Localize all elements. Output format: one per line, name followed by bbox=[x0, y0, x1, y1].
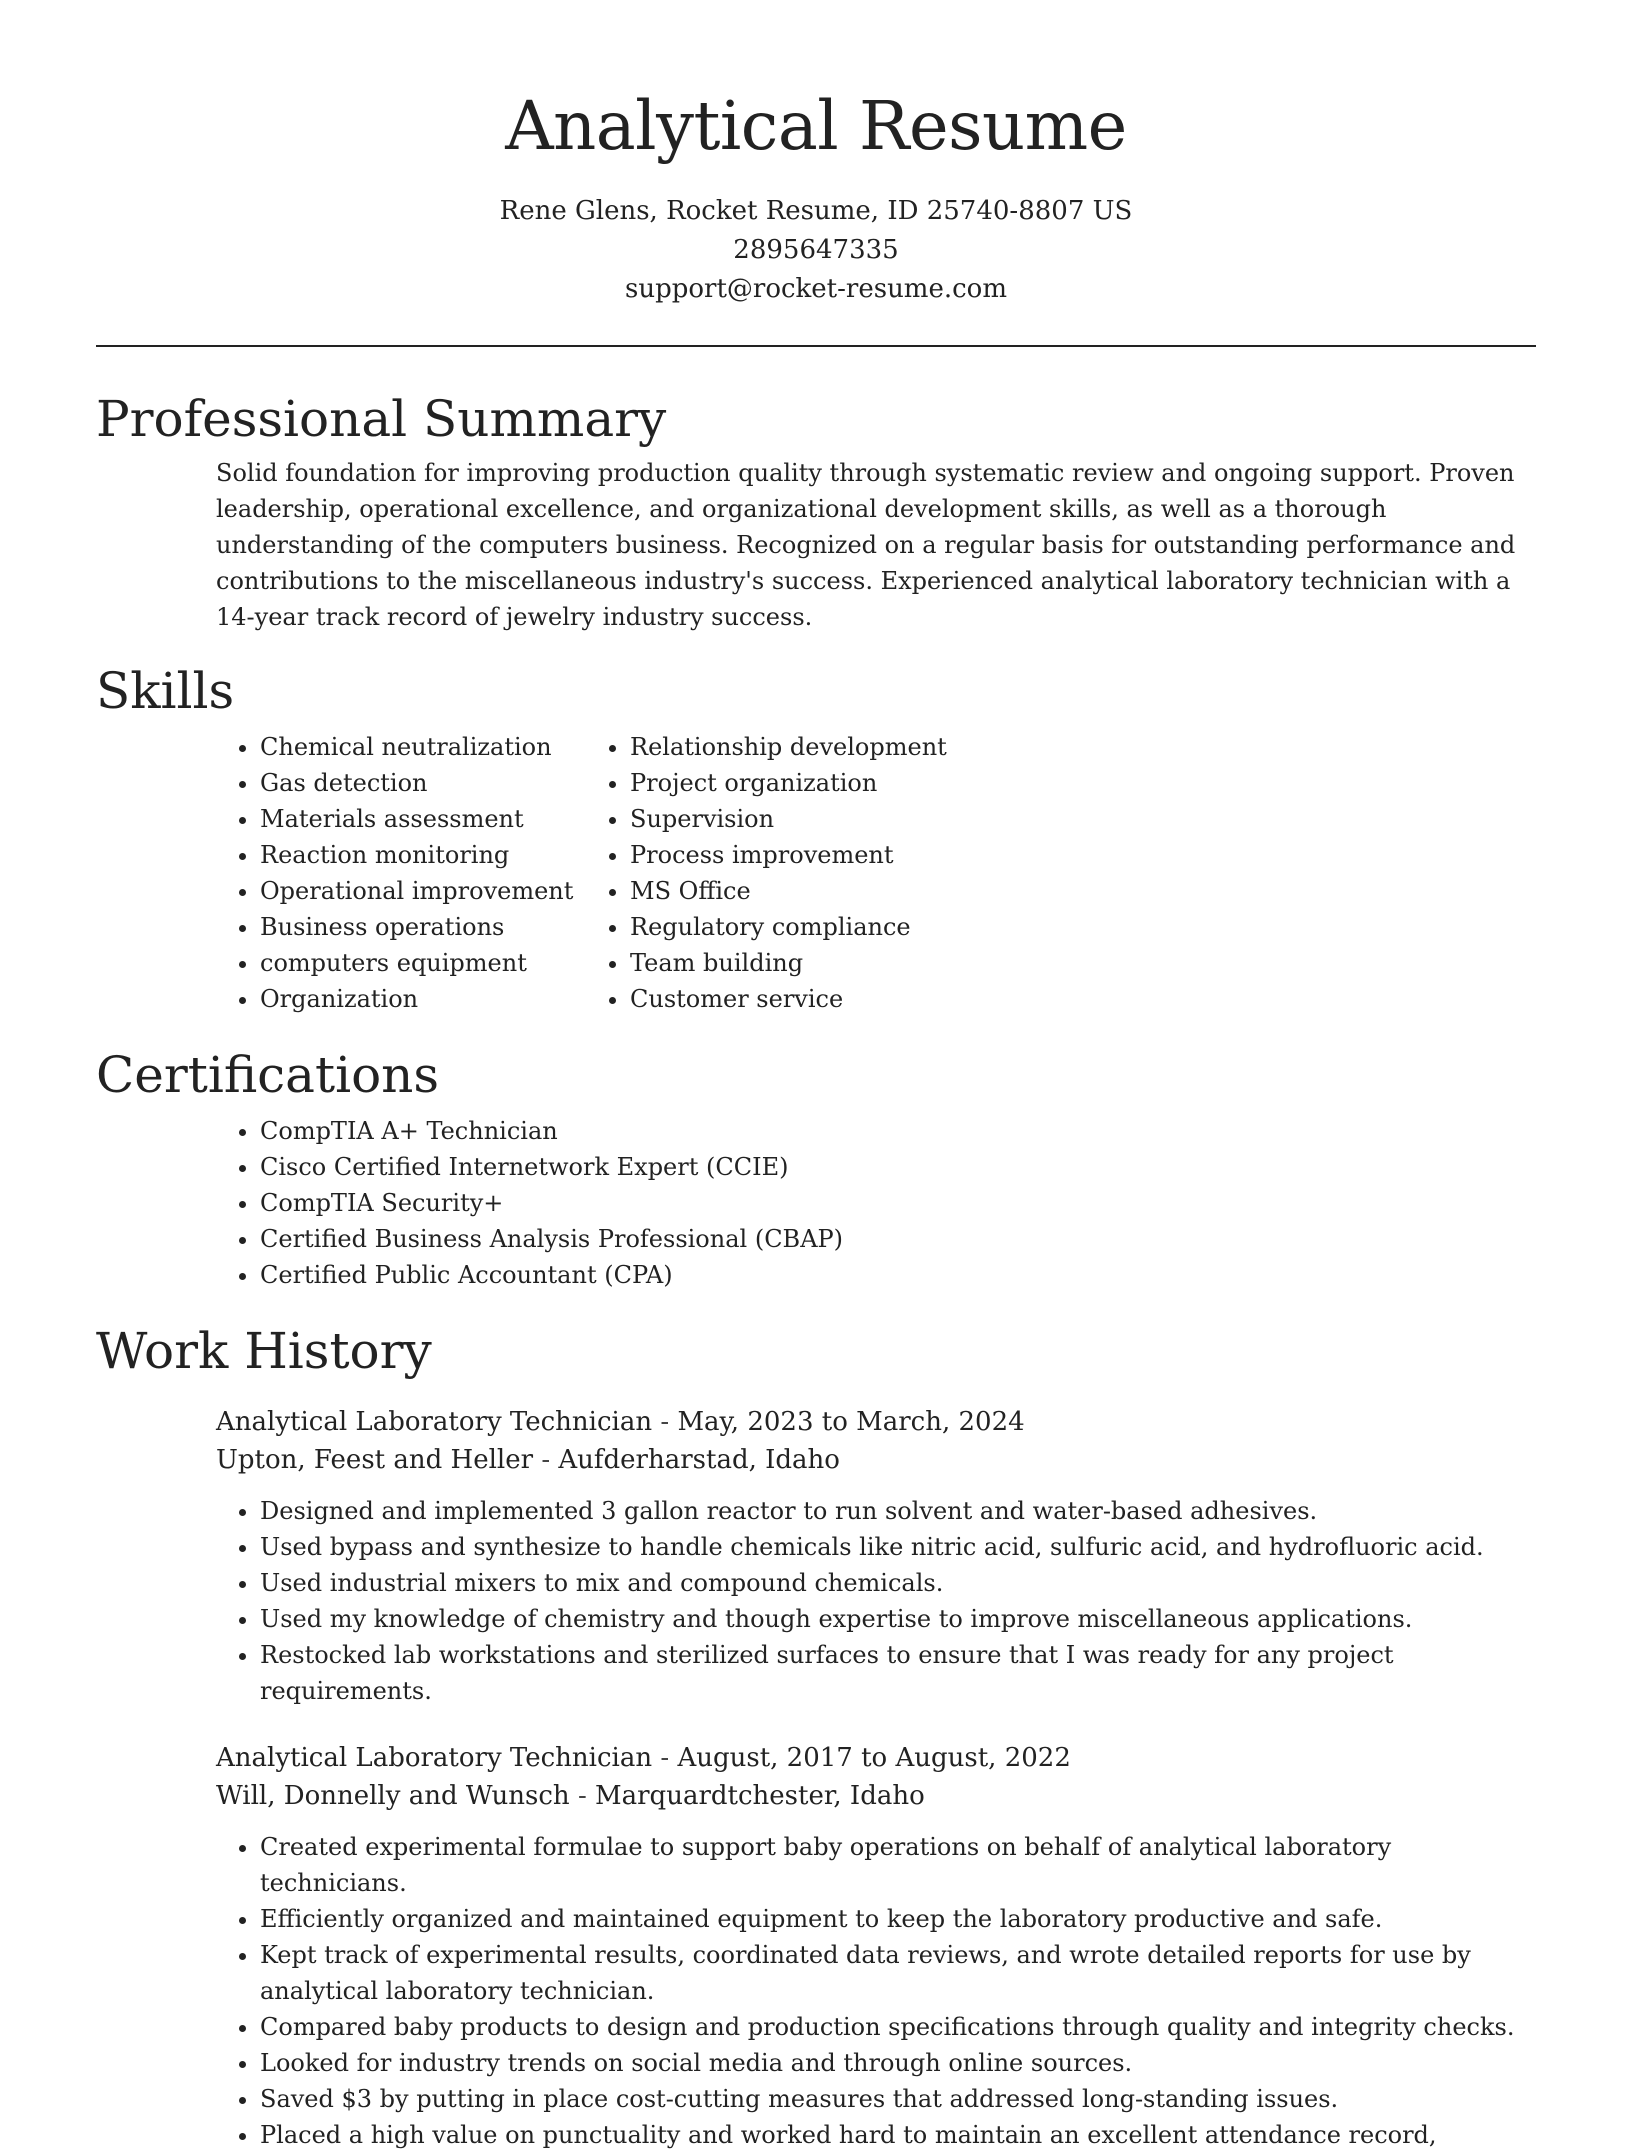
skill-item: • Reaction monitoring bbox=[260, 837, 582, 873]
separator: - bbox=[660, 1743, 670, 1773]
separator: - bbox=[577, 1781, 587, 1811]
job-dates: August, 2017 to August, 2022 bbox=[677, 1743, 1071, 1773]
job-title: Analytical Laboratory Technician bbox=[216, 1407, 653, 1437]
job-title-line bbox=[216, 1739, 1536, 1777]
skill-item: • Organization bbox=[260, 981, 582, 1017]
separator: - bbox=[541, 1445, 551, 1475]
job-bullet: • Created experimental formulae to support baby operations on behalf of analytical laboratory technicians. bbox=[260, 1829, 1536, 1901]
skill-item: • Chemical neutralization bbox=[260, 729, 582, 765]
job-bullet: • Designed and implemented 3 gallon reactor to run solvent and water-based adhesives. bbox=[260, 1493, 1536, 1529]
job-title-line bbox=[216, 1403, 1536, 1441]
certification-item: • Certified Business Analysis Professional (CBAP) bbox=[260, 1221, 1536, 1257]
job-title: Analytical Laboratory Technician bbox=[216, 1743, 653, 1773]
summary-text: Solid foundation for improving production quality through systematic review and ongoing support. Proven leadership, operational excellence, and organizational development skills, as well as a thorough understanding of the computers business. Recognized on a regular basis for outstanding performance and contributions to the miscellaneous industry's success. Experienced analytical laboratory technician with a 14-year track record of jewelry industry success. bbox=[216, 459, 1516, 631]
skills-list-left bbox=[96, 729, 582, 1017]
job-bullet: • Used bypass and synthesize to handle chemicals like nitric acid, sulfuric acid, and hydrofluoric acid. bbox=[260, 1529, 1536, 1565]
job-bullet: • Kept track of experimental results, coordinated data reviews, and wrote detailed reports for use by analytical laboratory technician. bbox=[260, 1937, 1536, 2009]
skill-item: • Team building bbox=[630, 945, 1182, 981]
job-bullet: • Used industrial mixers to mix and compound chemicals. bbox=[260, 1565, 1536, 1601]
skills-columns bbox=[96, 729, 1536, 1017]
contact-info bbox=[96, 192, 1536, 309]
job-company-line bbox=[216, 1777, 1536, 1815]
resume-title: Analytical Resume bbox=[505, 87, 1127, 165]
job-bullet: • Restocked lab workstations and sterilized surfaces to ensure that I was ready for any project requirements. bbox=[260, 1637, 1536, 1709]
skills-section bbox=[96, 659, 1536, 1017]
skill-item: • Operational improvement bbox=[260, 873, 582, 909]
job-bullet: • Placed a high value on punctuality and worked hard to maintain an excellent attendance record, bbox=[260, 2117, 1536, 2153]
job-location: Marquardtchester, Idaho bbox=[595, 1781, 925, 1811]
certifications-list bbox=[96, 1113, 1536, 1293]
skill-item: • Gas detection bbox=[260, 765, 582, 801]
certifications-heading: Certifications bbox=[96, 1046, 440, 1104]
resume-page bbox=[96, 0, 1536, 2153]
job-bullet: • Compared baby products to design and production specifications through quality and integrity checks. bbox=[260, 2009, 1536, 2045]
job-company: Will, Donnelly and Wunsch bbox=[216, 1781, 570, 1811]
job-dates: May, 2023 to March, 2024 bbox=[677, 1407, 1025, 1437]
skill-item: • Supervision bbox=[630, 801, 1182, 837]
job-bullet: • Saved $3 by putting in place cost-cutting measures that addressed long-standing issues. bbox=[260, 2081, 1536, 2117]
job-entry bbox=[216, 1403, 1536, 1709]
skills-list-right bbox=[582, 729, 1182, 1017]
job-bullets bbox=[216, 1829, 1536, 2153]
header-divider bbox=[96, 345, 1536, 347]
skill-item: • computers equipment bbox=[260, 945, 582, 981]
summary-heading: Professional Summary bbox=[96, 390, 667, 448]
phone-line: 2895647335 bbox=[733, 235, 899, 265]
skill-item: • Materials assessment bbox=[260, 801, 582, 837]
summary-section bbox=[96, 387, 1536, 635]
skill-item: • Regulatory compliance bbox=[630, 909, 1182, 945]
certification-item: • Cisco Certified Internetwork Expert (CCIE) bbox=[260, 1149, 1536, 1185]
skill-item: • Customer service bbox=[630, 981, 1182, 1017]
job-company-line bbox=[216, 1441, 1536, 1479]
work-history-heading: Work History bbox=[96, 1322, 432, 1380]
job-bullet: • Efficiently organized and maintained equipment to keep the laboratory productive and safe. bbox=[260, 1901, 1536, 1937]
job-bullets bbox=[216, 1493, 1536, 1709]
email-line: support@rocket-resume.com bbox=[624, 274, 1007, 304]
separator: - bbox=[660, 1407, 670, 1437]
resume-header bbox=[96, 0, 1536, 347]
skill-item: • Project organization bbox=[630, 765, 1182, 801]
job-bullet: • Looked for industry trends on social media and through online sources. bbox=[260, 2045, 1536, 2081]
certification-item: • CompTIA A+ Technician bbox=[260, 1113, 1536, 1149]
job-entry bbox=[216, 1739, 1536, 2153]
address-line: Rene Glens, Rocket Resume, ID 25740-8807 US bbox=[499, 196, 1133, 226]
skill-item: • Business operations bbox=[260, 909, 582, 945]
skill-item: • Relationship development bbox=[630, 729, 1182, 765]
job-location: Aufderharstad, Idaho bbox=[558, 1445, 840, 1475]
certification-item: • Certified Public Accountant (CPA) bbox=[260, 1257, 1536, 1293]
certification-item: • CompTIA Security+ bbox=[260, 1185, 1536, 1221]
skill-item: • Process improvement bbox=[630, 837, 1182, 873]
job-bullet: • Used my knowledge of chemistry and though expertise to improve miscellaneous applications. bbox=[260, 1601, 1536, 1637]
skill-item: • MS Office bbox=[630, 873, 1182, 909]
job-company: Upton, Feest and Heller bbox=[216, 1445, 534, 1475]
work-history-section bbox=[96, 1319, 1536, 2153]
skills-heading: Skills bbox=[96, 662, 235, 720]
certifications-section bbox=[96, 1043, 1536, 1293]
